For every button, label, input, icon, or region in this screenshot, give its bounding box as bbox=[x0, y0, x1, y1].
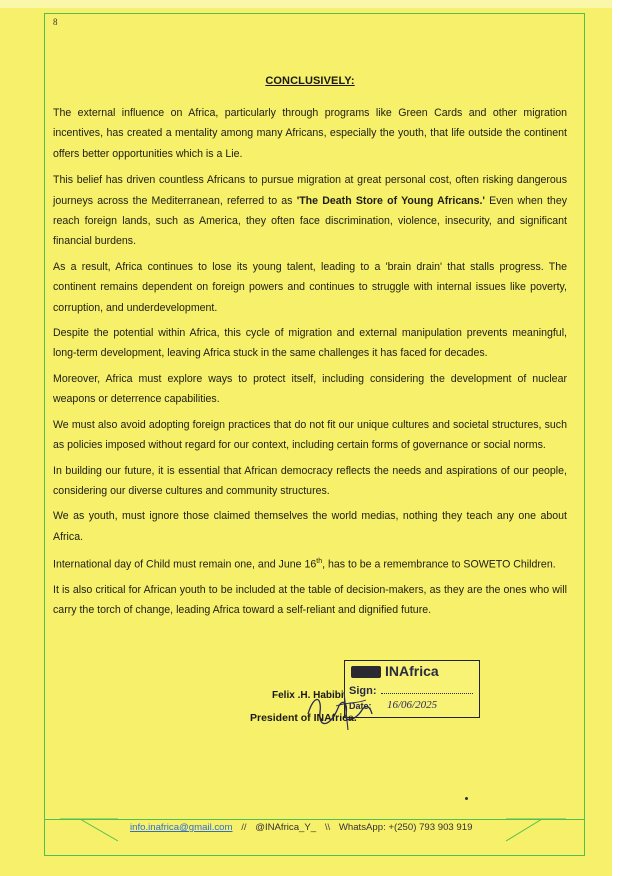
footer-separator: // bbox=[241, 822, 247, 833]
paragraph-2-emphasis: 'The Death Store of Young Africans.' bbox=[296, 194, 485, 207]
footer-separator: \\ bbox=[324, 822, 331, 833]
paragraph-2-after: Even when they reach foreign lands, such as America, they often face discrimination, violence, insecurity, and significant financial burdens. bbox=[53, 194, 568, 248]
paragraph-2-before: This belief has driven countless Africans to pursue migration at great personal cost, often risking dangerous journeys across the Mediterranean, referred to as bbox=[53, 174, 567, 207]
paragraph-3: As a result, Africa continues to lose its young talent, leading to a 'brain drain' that stalls progress. The continent remains dependent on foreign powers and continues to struggle with internal issues like poverty, corruption, and underdevelopment. bbox=[53, 260, 567, 314]
body-text bbox=[53, 103, 567, 626]
page-edge-top bbox=[0, 0, 620, 8]
paragraph-9 bbox=[53, 552, 567, 575]
paragraph-4: Despite the potential within Africa, this cycle of migration and external manipulation prevents meaningful, long-term development, leaving Africa stuck in the same challenges it has faced for decades. bbox=[53, 327, 567, 360]
stamp-org-name: INAfrica bbox=[385, 663, 439, 679]
footer-whatsapp: WhatsApp: +(250) 793 903 919 bbox=[338, 822, 473, 833]
ink-dot bbox=[465, 797, 468, 800]
stamp-date-label: Date: bbox=[349, 701, 372, 711]
paragraph-5: Moreover, Africa must explore ways to protect itself, including considering the development of nuclear weapons or deterrence capabilities. bbox=[53, 372, 567, 406]
signatory-name: Felix .H. Habibi bbox=[272, 690, 344, 701]
footer-contacts bbox=[130, 822, 472, 833]
page-edge-right bbox=[612, 0, 620, 876]
signatory-title: President of INAfrica. bbox=[250, 712, 357, 724]
paragraph-2 bbox=[53, 170, 567, 252]
stamp-sign-label: Sign: bbox=[349, 685, 377, 697]
paragraph-9-after: , has to be a remembrance to SOWETO Children. bbox=[322, 558, 556, 571]
footer-left-flourish-icon bbox=[60, 815, 130, 845]
paragraph-9-before: International day of Child must remain one, and June 16 bbox=[53, 558, 317, 571]
paragraph-7: In building our future, it is essential that African democracy reflects the needs and aspirations of our people, considering our diverse cultures and community structures. bbox=[53, 464, 567, 497]
paragraph-1: The external influence on Africa, particularly through programs like Green Cards and other migration incentives, has created a mentality among many Africans, especially the youth, that life outside the continent offers better opportunities which is a Lie. bbox=[53, 107, 567, 160]
paragraph-9-sup: th bbox=[316, 558, 323, 566]
paragraph-8: We as youth, must ignore those claimed themselves the world medias, nothing they teach any one about Africa. bbox=[53, 510, 567, 543]
paragraph-6: We must also avoid adopting foreign practices that do not fit our unique cultures and societal structures, such as policies imposed without regard for our context, including certain forms of governance or social norms. bbox=[53, 418, 567, 452]
footer-right-flourish-icon bbox=[496, 815, 566, 845]
page-heading: CONCLUSIVELY: bbox=[265, 75, 355, 87]
stamp-date: 16/06/2025 bbox=[387, 699, 438, 711]
footer-social-handle: @INAfrica_Y_ bbox=[255, 822, 317, 833]
paragraph-10: It is also critical for African youth to be included at the table of decision-makers, as they are the ones who will carry the torch of change, leading Africa toward a self-reliant and dignified future. bbox=[53, 584, 567, 617]
footer-email-link[interactable]: info.inafrica@gmail.com bbox=[130, 822, 233, 833]
page-number: 8 bbox=[53, 17, 58, 27]
